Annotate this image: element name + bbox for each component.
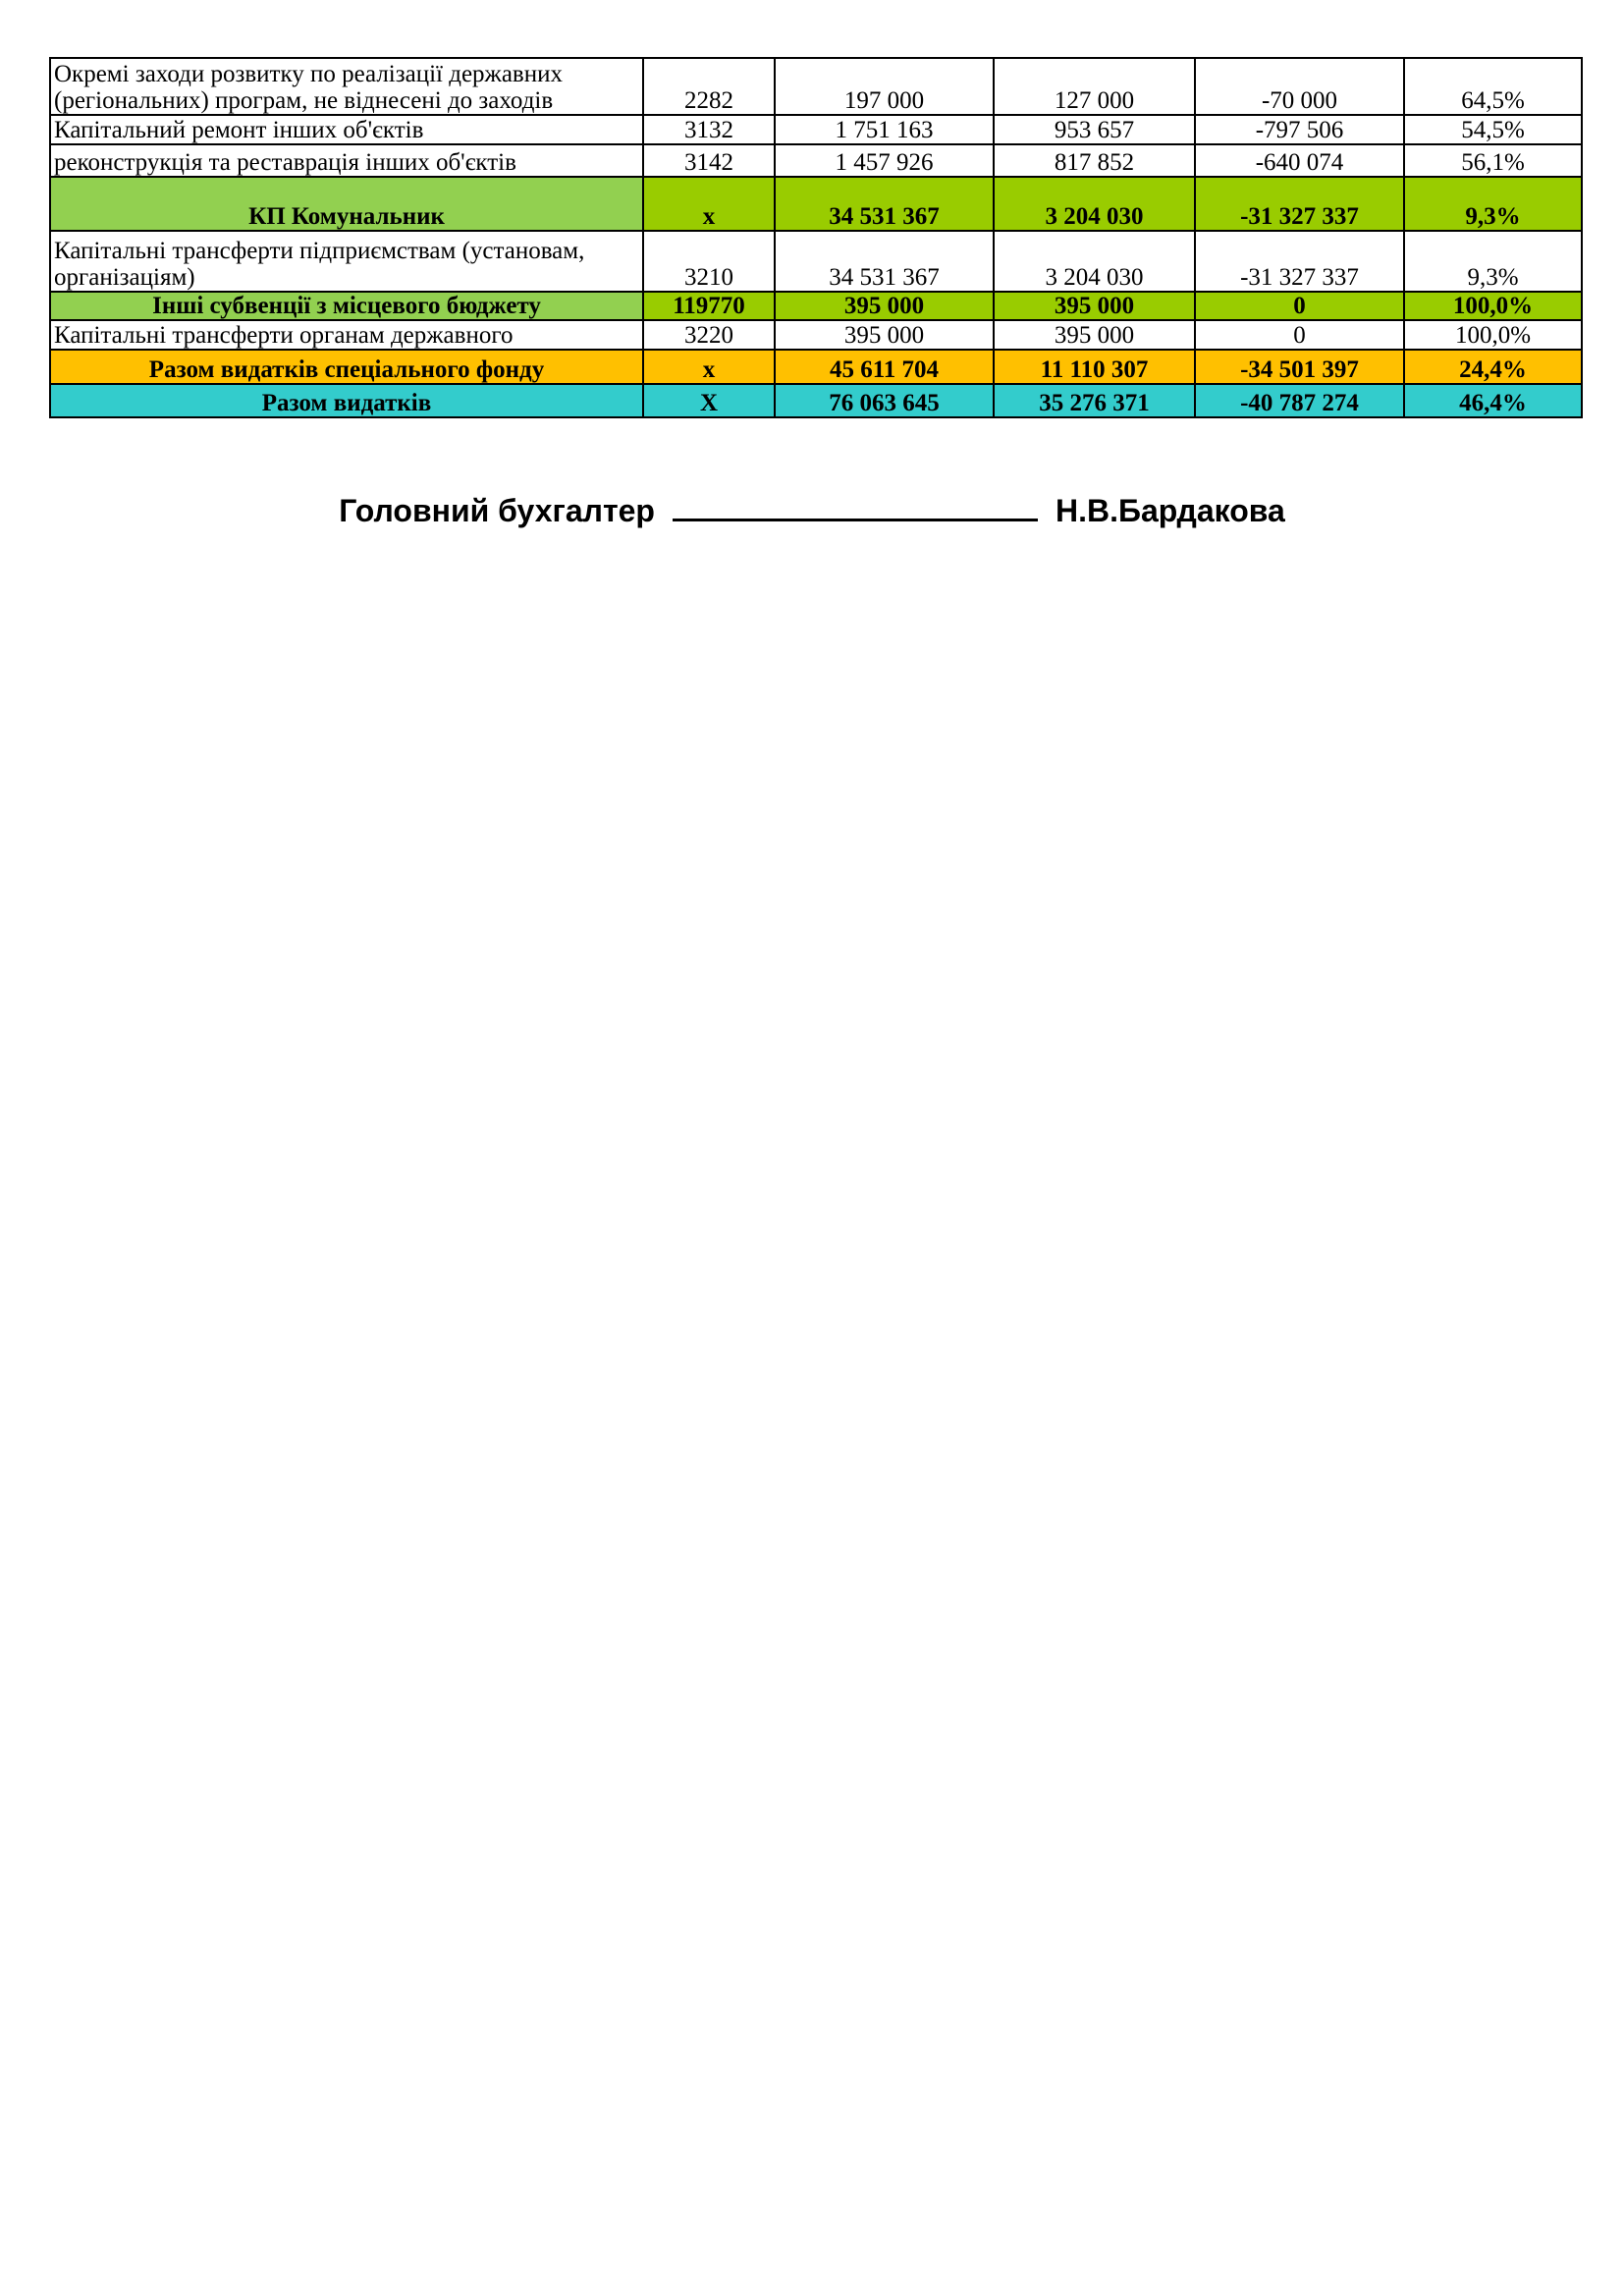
percent-cell: 9,3%: [1404, 177, 1582, 231]
plan-cell: 34 531 367: [775, 231, 994, 292]
deviation-cell: -640 074: [1195, 144, 1404, 177]
percent-cell: 54,5%: [1404, 115, 1582, 144]
row-name-cell: Разом видатків: [50, 384, 643, 417]
percent-cell: 24,4%: [1404, 350, 1582, 384]
table-row-grand-total: [50, 384, 1582, 417]
code-cell: 2282: [643, 58, 775, 115]
plan-cell: 197 000: [775, 58, 994, 115]
actual-cell: 35 276 371: [994, 384, 1195, 417]
table-row: [50, 144, 1582, 177]
code-cell: х: [643, 177, 775, 231]
plan-cell: 395 000: [775, 320, 994, 350]
signatory-name: Н.В.Бардакова: [1055, 493, 1285, 528]
table-row-group-kp-komunalnyk: [50, 177, 1582, 231]
code-cell: Х: [643, 384, 775, 417]
code-cell: 3220: [643, 320, 775, 350]
signature-line: [673, 489, 1038, 521]
actual-cell: 395 000: [994, 292, 1195, 320]
deviation-cell: -797 506: [1195, 115, 1404, 144]
table-row: [50, 320, 1582, 350]
actual-cell: 395 000: [994, 320, 1195, 350]
plan-cell: 45 611 704: [775, 350, 994, 384]
deviation-cell: -31 327 337: [1195, 177, 1404, 231]
deviation-cell: 0: [1195, 292, 1404, 320]
percent-cell: 46,4%: [1404, 384, 1582, 417]
percent-cell: 100,0%: [1404, 320, 1582, 350]
row-name-cell: Капітальний ремонт інших об'єктів: [50, 115, 643, 144]
plan-cell: 1 751 163: [775, 115, 994, 144]
row-name-cell: Разом видатків спеціального фонду: [50, 350, 643, 384]
deviation-cell: -34 501 397: [1195, 350, 1404, 384]
code-cell: 3142: [643, 144, 775, 177]
percent-cell: 64,5%: [1404, 58, 1582, 115]
table-row: [50, 231, 1582, 292]
signature-block: [0, 489, 1624, 529]
plan-cell: 1 457 926: [775, 144, 994, 177]
signatory-title: Головний бухгалтер: [339, 493, 655, 528]
deviation-cell: -31 327 337: [1195, 231, 1404, 292]
row-name-cell: Інші субвенції з місцевого бюджету: [50, 292, 643, 320]
table-row-group-subventions: [50, 292, 1582, 320]
actual-cell: 11 110 307: [994, 350, 1195, 384]
percent-cell: 56,1%: [1404, 144, 1582, 177]
row-name-cell: Капітальні трансферти органам державного: [50, 320, 643, 350]
actual-cell: 953 657: [994, 115, 1195, 144]
actual-cell: 3 204 030: [994, 231, 1195, 292]
table-row-special-fund-total: [50, 350, 1582, 384]
table-row: [50, 115, 1582, 144]
percent-cell: 100,0%: [1404, 292, 1582, 320]
code-cell: 119770: [643, 292, 775, 320]
plan-cell: 76 063 645: [775, 384, 994, 417]
code-cell: 3132: [643, 115, 775, 144]
deviation-cell: -40 787 274: [1195, 384, 1404, 417]
row-name-cell: КП Комунальник: [50, 177, 643, 231]
table-row: [50, 58, 1582, 115]
actual-cell: 817 852: [994, 144, 1195, 177]
plan-cell: 395 000: [775, 292, 994, 320]
code-cell: 3210: [643, 231, 775, 292]
percent-cell: 9,3%: [1404, 231, 1582, 292]
plan-cell: 34 531 367: [775, 177, 994, 231]
row-name-cell: Окремі заходи розвитку по реалізації державних (регіональних) програм, не віднесені до заходів: [50, 58, 643, 115]
expenditure-table: [49, 57, 1583, 418]
actual-cell: 3 204 030: [994, 177, 1195, 231]
row-name-cell: Капітальні трансферти підприємствам (установам, організаціям): [50, 231, 643, 292]
actual-cell: 127 000: [994, 58, 1195, 115]
row-name-cell: реконструкція та реставрація інших об'єктів: [50, 144, 643, 177]
code-cell: х: [643, 350, 775, 384]
deviation-cell: -70 000: [1195, 58, 1404, 115]
deviation-cell: 0: [1195, 320, 1404, 350]
